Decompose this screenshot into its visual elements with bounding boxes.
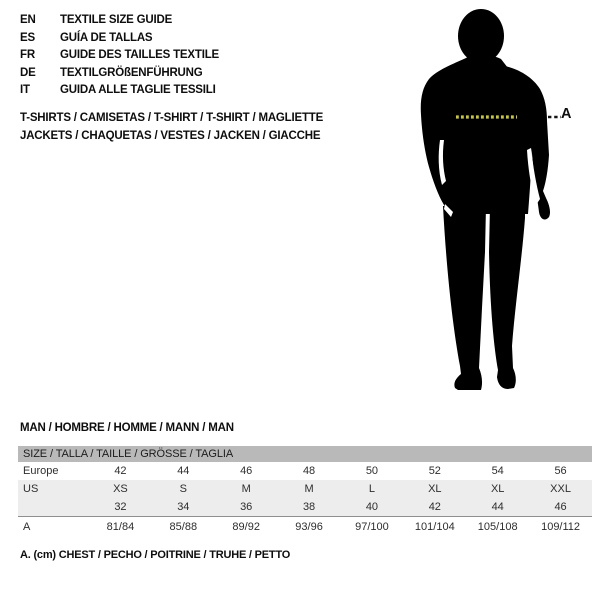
size-cell: 46 (554, 501, 567, 513)
size-cell: 52 (428, 465, 441, 477)
size-cell: 101/104 (414, 521, 455, 533)
category-line-jackets: JACKETS / CHAQUETAS / VESTES / JACKEN / GIACCHE (20, 130, 321, 142)
table-row-chest-cm (18, 516, 592, 538)
size-table (18, 446, 592, 538)
row-label: Europe (23, 465, 59, 477)
size-cell: XS (113, 483, 128, 495)
lang-code: ES (20, 31, 35, 44)
lang-text: GUIDA ALLE TAGLIE TESSILI (60, 84, 216, 96)
footnote-chest-measure: A. (cm) CHEST / PECHO / POITRINE / TRUHE / PETTO (20, 549, 291, 561)
lang-code: IT (20, 84, 30, 96)
size-cell: 44 (177, 465, 190, 477)
size-cell: 46 (240, 465, 253, 477)
size-cell: S (179, 483, 187, 495)
lang-row-en (20, 12, 219, 30)
size-cell: L (368, 483, 375, 495)
lang-code: EN (20, 14, 36, 26)
garment-category (20, 109, 323, 145)
size-cell: 32 (114, 501, 127, 513)
size-cell: 93/96 (295, 521, 323, 533)
lang-row-es (20, 30, 219, 48)
size-cell: XL (428, 483, 442, 495)
row-label: US (23, 483, 39, 495)
size-cell: 40 (365, 501, 379, 513)
size-cell: M (241, 483, 251, 495)
section-title-man: MAN / HOMBRE / HOMME / MANN / MAN (20, 422, 234, 434)
size-cell: 50 (365, 465, 379, 477)
lang-row-de (20, 65, 219, 83)
size-cell: 38 (302, 501, 316, 513)
size-cell: 44 (491, 501, 504, 513)
size-cell: 81/84 (106, 521, 135, 533)
measure-label-a: A (561, 106, 572, 122)
size-cell: 56 (554, 465, 567, 477)
size-cell: 34 (177, 501, 190, 513)
lang-code: DE (20, 66, 36, 79)
man-silhouette-figure (415, 8, 575, 400)
lang-text: GUIDE DES TAILLES TEXTILE (60, 49, 219, 61)
size-cell: 89/92 (232, 521, 260, 533)
silhouette-right-leg (489, 206, 525, 389)
size-cell: 109/112 (541, 521, 581, 533)
row-label (18, 498, 89, 516)
size-cell: 85/88 (169, 521, 198, 533)
size-cell: 42 (114, 465, 127, 477)
table-row-europe (18, 462, 592, 480)
size-cell: 42 (428, 501, 441, 513)
size-cell: XL (490, 483, 505, 495)
table-row-us (18, 480, 592, 498)
lang-text: TEXTILE SIZE GUIDE (60, 14, 173, 26)
size-cell: XXL (550, 483, 571, 495)
table-header-size: SIZE / TALLA / TAILLE / GRÖSSE / TAGLIA (18, 446, 592, 462)
silhouette-left-leg (443, 206, 486, 390)
lang-code: FR (20, 49, 35, 61)
size-cell: 54 (491, 465, 504, 477)
language-list (20, 12, 219, 100)
size-cell: 36 (240, 501, 253, 513)
size-cell: 105/108 (477, 521, 518, 533)
category-line-tshirts: T-SHIRTS / CAMISETAS / T-SHIRT / T-SHIRT / MAGLIETTE (20, 112, 324, 124)
size-cell: M (304, 483, 314, 495)
lang-row-fr (20, 47, 219, 65)
table-row-numeric (18, 498, 592, 516)
row-label: A (23, 521, 31, 533)
size-cell: 48 (302, 465, 316, 477)
lang-text: GUÍA DE TALLAS (60, 31, 153, 44)
lang-text: TEXTILGRÖßENFÜHRUNG (60, 66, 203, 79)
lang-row-it (20, 82, 219, 100)
size-cell: 97/100 (355, 521, 389, 533)
